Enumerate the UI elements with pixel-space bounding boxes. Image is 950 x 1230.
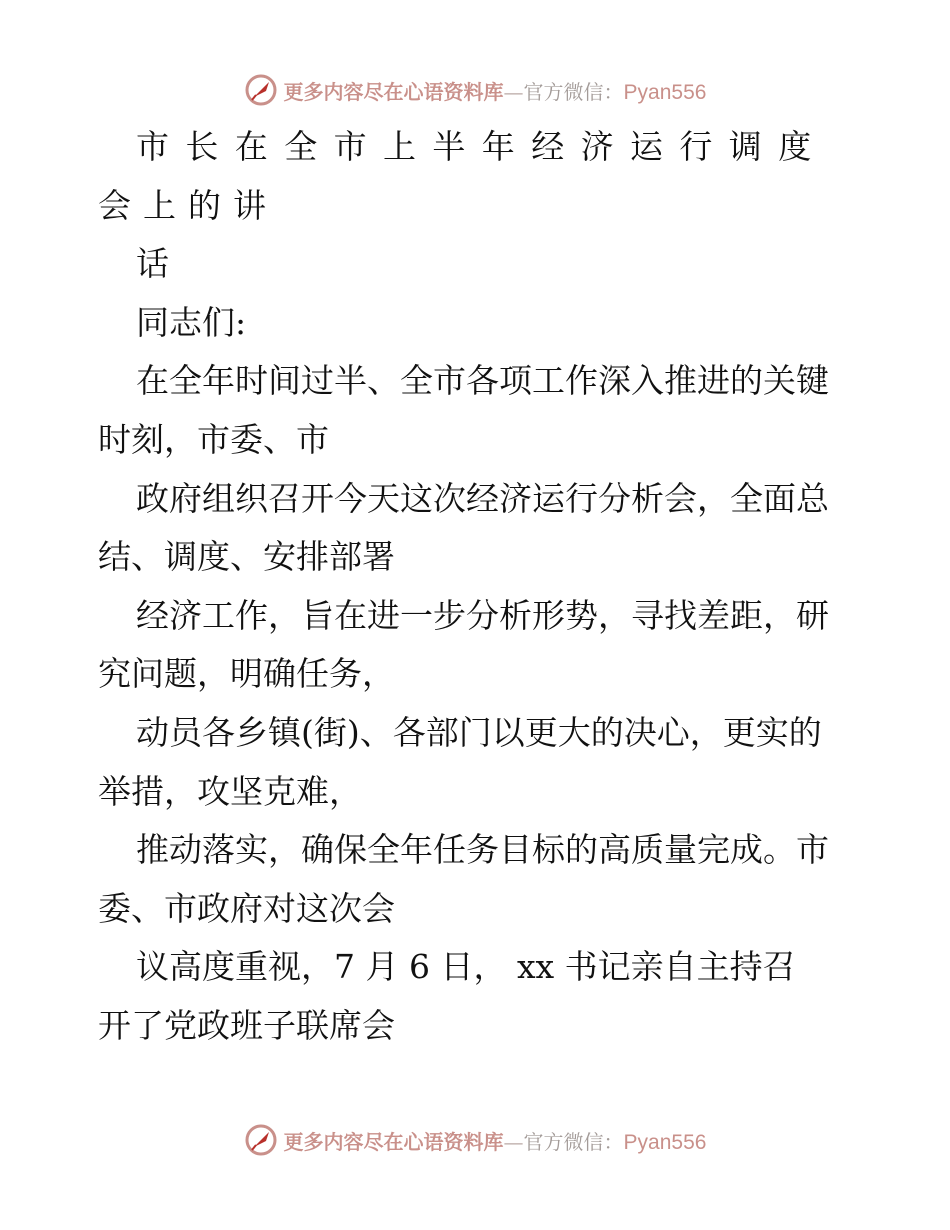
paragraph-line: 结、调度、安排部署: [98, 537, 395, 577]
paragraph-line: 开了党政班子联席会: [98, 1005, 395, 1045]
salutation: 同志们:: [136, 302, 247, 342]
document-body: [98, 118, 858, 1056]
watermark-text: [284, 1126, 707, 1155]
paragraph-line: 政府组织召开今天这次经济运行分析会，全面总: [136, 478, 829, 518]
title-line-3: 话: [136, 244, 169, 284]
watermark-dash: —: [503, 79, 524, 104]
watermark-id: Pyan556: [623, 80, 707, 104]
paragraph-line: 委、市政府对这次会: [98, 888, 395, 928]
watermark-text: [284, 76, 707, 105]
paragraph-line: 经济工作，旨在进一步分析形势，寻找差距，研: [136, 595, 829, 635]
paragraph-line: 究问题，明确任务，: [98, 654, 395, 694]
paragraph-line: 议高度重视，7 月 6 日， xx 书记亲自主持召: [136, 947, 796, 987]
title-line-2: 会上的讲: [98, 185, 278, 225]
paragraph-line: 时刻，市委、市: [98, 419, 329, 459]
paragraph-line: 举措，攻坚克难，: [98, 771, 362, 811]
watermark-footer: [0, 1120, 950, 1160]
watermark-main: 更多内容尽在心语资料库: [283, 79, 504, 104]
watermark-main: 更多内容尽在心语资料库: [283, 1129, 504, 1154]
quill-logo-icon: [244, 1123, 278, 1157]
watermark-header: [0, 70, 950, 110]
watermark-id: Pyan556: [623, 1130, 707, 1154]
quill-logo-icon: [244, 73, 278, 107]
watermark-dash: —: [503, 1129, 524, 1154]
paragraph-line: 在全年时间过半、全市各项工作深入推进的关键: [136, 361, 829, 401]
watermark-official: 官方微信：: [523, 79, 624, 104]
title-line-1: 市长在全市上半年经济运行调度: [136, 127, 828, 166]
watermark-official: 官方微信：: [523, 1129, 624, 1154]
paragraph-line: 动员各乡镇(街)、各部门以更大的决心，更实的: [136, 712, 822, 752]
paragraph-line: 推动落实，确保全年任务目标的高质量完成。市: [136, 830, 829, 870]
